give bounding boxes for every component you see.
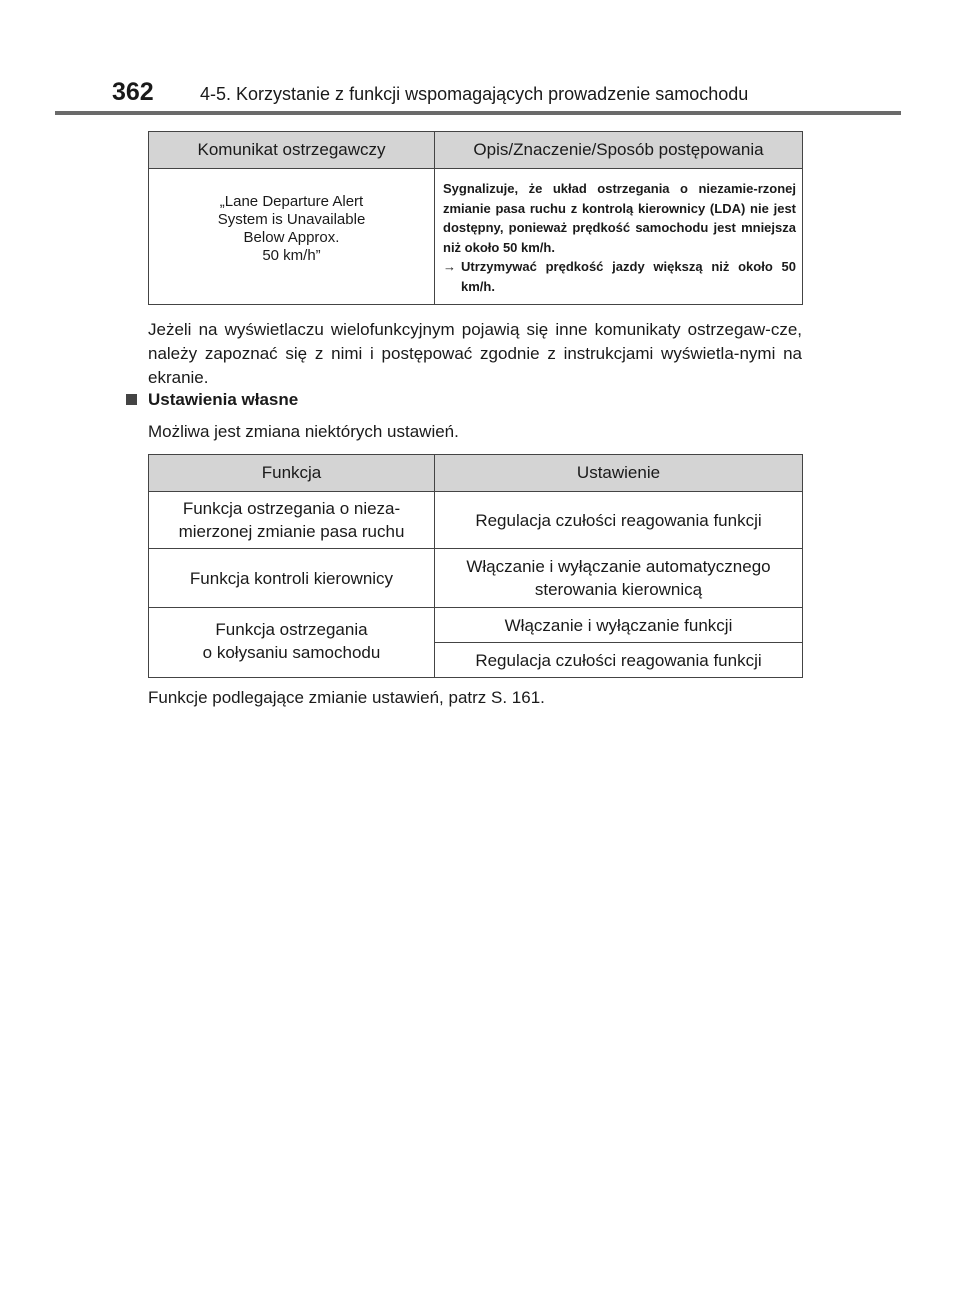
function-cell xyxy=(149,492,435,549)
warning-message-cell xyxy=(149,169,435,305)
function-line: Funkcja kontroli kierownicy xyxy=(189,568,394,588)
other-messages-paragraph: Jeżeli na wyświetlaczu wielofunkcyjnym pojawią się inne komunikaty ostrzegaw-cze, należy zapoznać się z nimi i postępować zgodnie z instrukcjami wyświetla-nymi na ekranie. xyxy=(148,320,802,387)
setting-cell xyxy=(435,549,803,608)
settings-table xyxy=(148,454,803,678)
footer-note: Funkcje podlegające zmianie ustawień, patrz S. 161. xyxy=(148,688,545,707)
setting-cell xyxy=(435,492,803,549)
settings-table-header-function: Funkcja xyxy=(149,455,435,492)
warning-table-header-message: Komunikat ostrzegawczy xyxy=(149,132,435,169)
chapter-title: 4-5. Korzystanie z funkcji wspomagających prowadzenie samochodu xyxy=(200,84,749,104)
square-bullet-icon xyxy=(126,394,137,405)
warning-message-table xyxy=(148,131,803,305)
setting-line: sterowania kierownicą xyxy=(534,580,703,599)
warning-message-line: Below Approx. xyxy=(243,229,340,246)
warning-description-cell xyxy=(435,169,803,305)
header-rule xyxy=(55,111,901,115)
setting-cell: Regulacja czułości reagowania funkcji xyxy=(435,643,803,678)
table-row xyxy=(149,549,803,608)
warning-action-text: Utrzymywać prędkość jazdy większą niż około 50 km/h. xyxy=(461,259,796,294)
warning-message-line: 50 km/h” xyxy=(262,247,321,264)
settings-table-header-setting: Ustawienie xyxy=(435,455,803,492)
warning-action xyxy=(443,257,796,296)
section-title: Ustawienia własne xyxy=(148,390,299,409)
page-number: 362 xyxy=(112,78,154,106)
warning-table-header-description: Opis/Znaczenie/Sposób postępowania xyxy=(435,132,803,169)
table-row xyxy=(149,608,803,643)
warning-description: Sygnalizuje, że układ ostrzegania o niezamie-rzonej zmianie pasa ruchu z kontrolą kierownicy (LDA) nie jest dostępny, ponieważ prędkość samochodu jest mniejsza niż około 50 km/h. xyxy=(443,181,796,255)
arrow-right-icon: → xyxy=(443,259,456,274)
setting-line: Włączanie i wyłączanie automatycznego xyxy=(466,557,771,576)
section-intro: Możliwa jest zmiana niektórych ustawień. xyxy=(148,422,459,441)
section-heading xyxy=(126,390,298,410)
function-line: Funkcja ostrzegania o nieza- xyxy=(182,499,401,518)
function-line: o kołysaniu samochodu xyxy=(202,643,381,662)
warning-message-line: System is Unavailable xyxy=(217,211,366,228)
function-line: Funkcja ostrzegania xyxy=(215,620,368,639)
setting-cell: Włączanie i wyłączanie funkcji xyxy=(435,608,803,643)
page-header xyxy=(112,78,892,112)
function-cell xyxy=(149,608,435,678)
function-cell xyxy=(149,549,435,608)
function-line: mierzonej zmianie pasa ruchu xyxy=(178,522,405,541)
warning-message-line: „Lane Departure Alert xyxy=(219,193,364,210)
table-row xyxy=(149,492,803,549)
setting-line: Regulacja czułości reagowania funkcji xyxy=(475,510,762,530)
